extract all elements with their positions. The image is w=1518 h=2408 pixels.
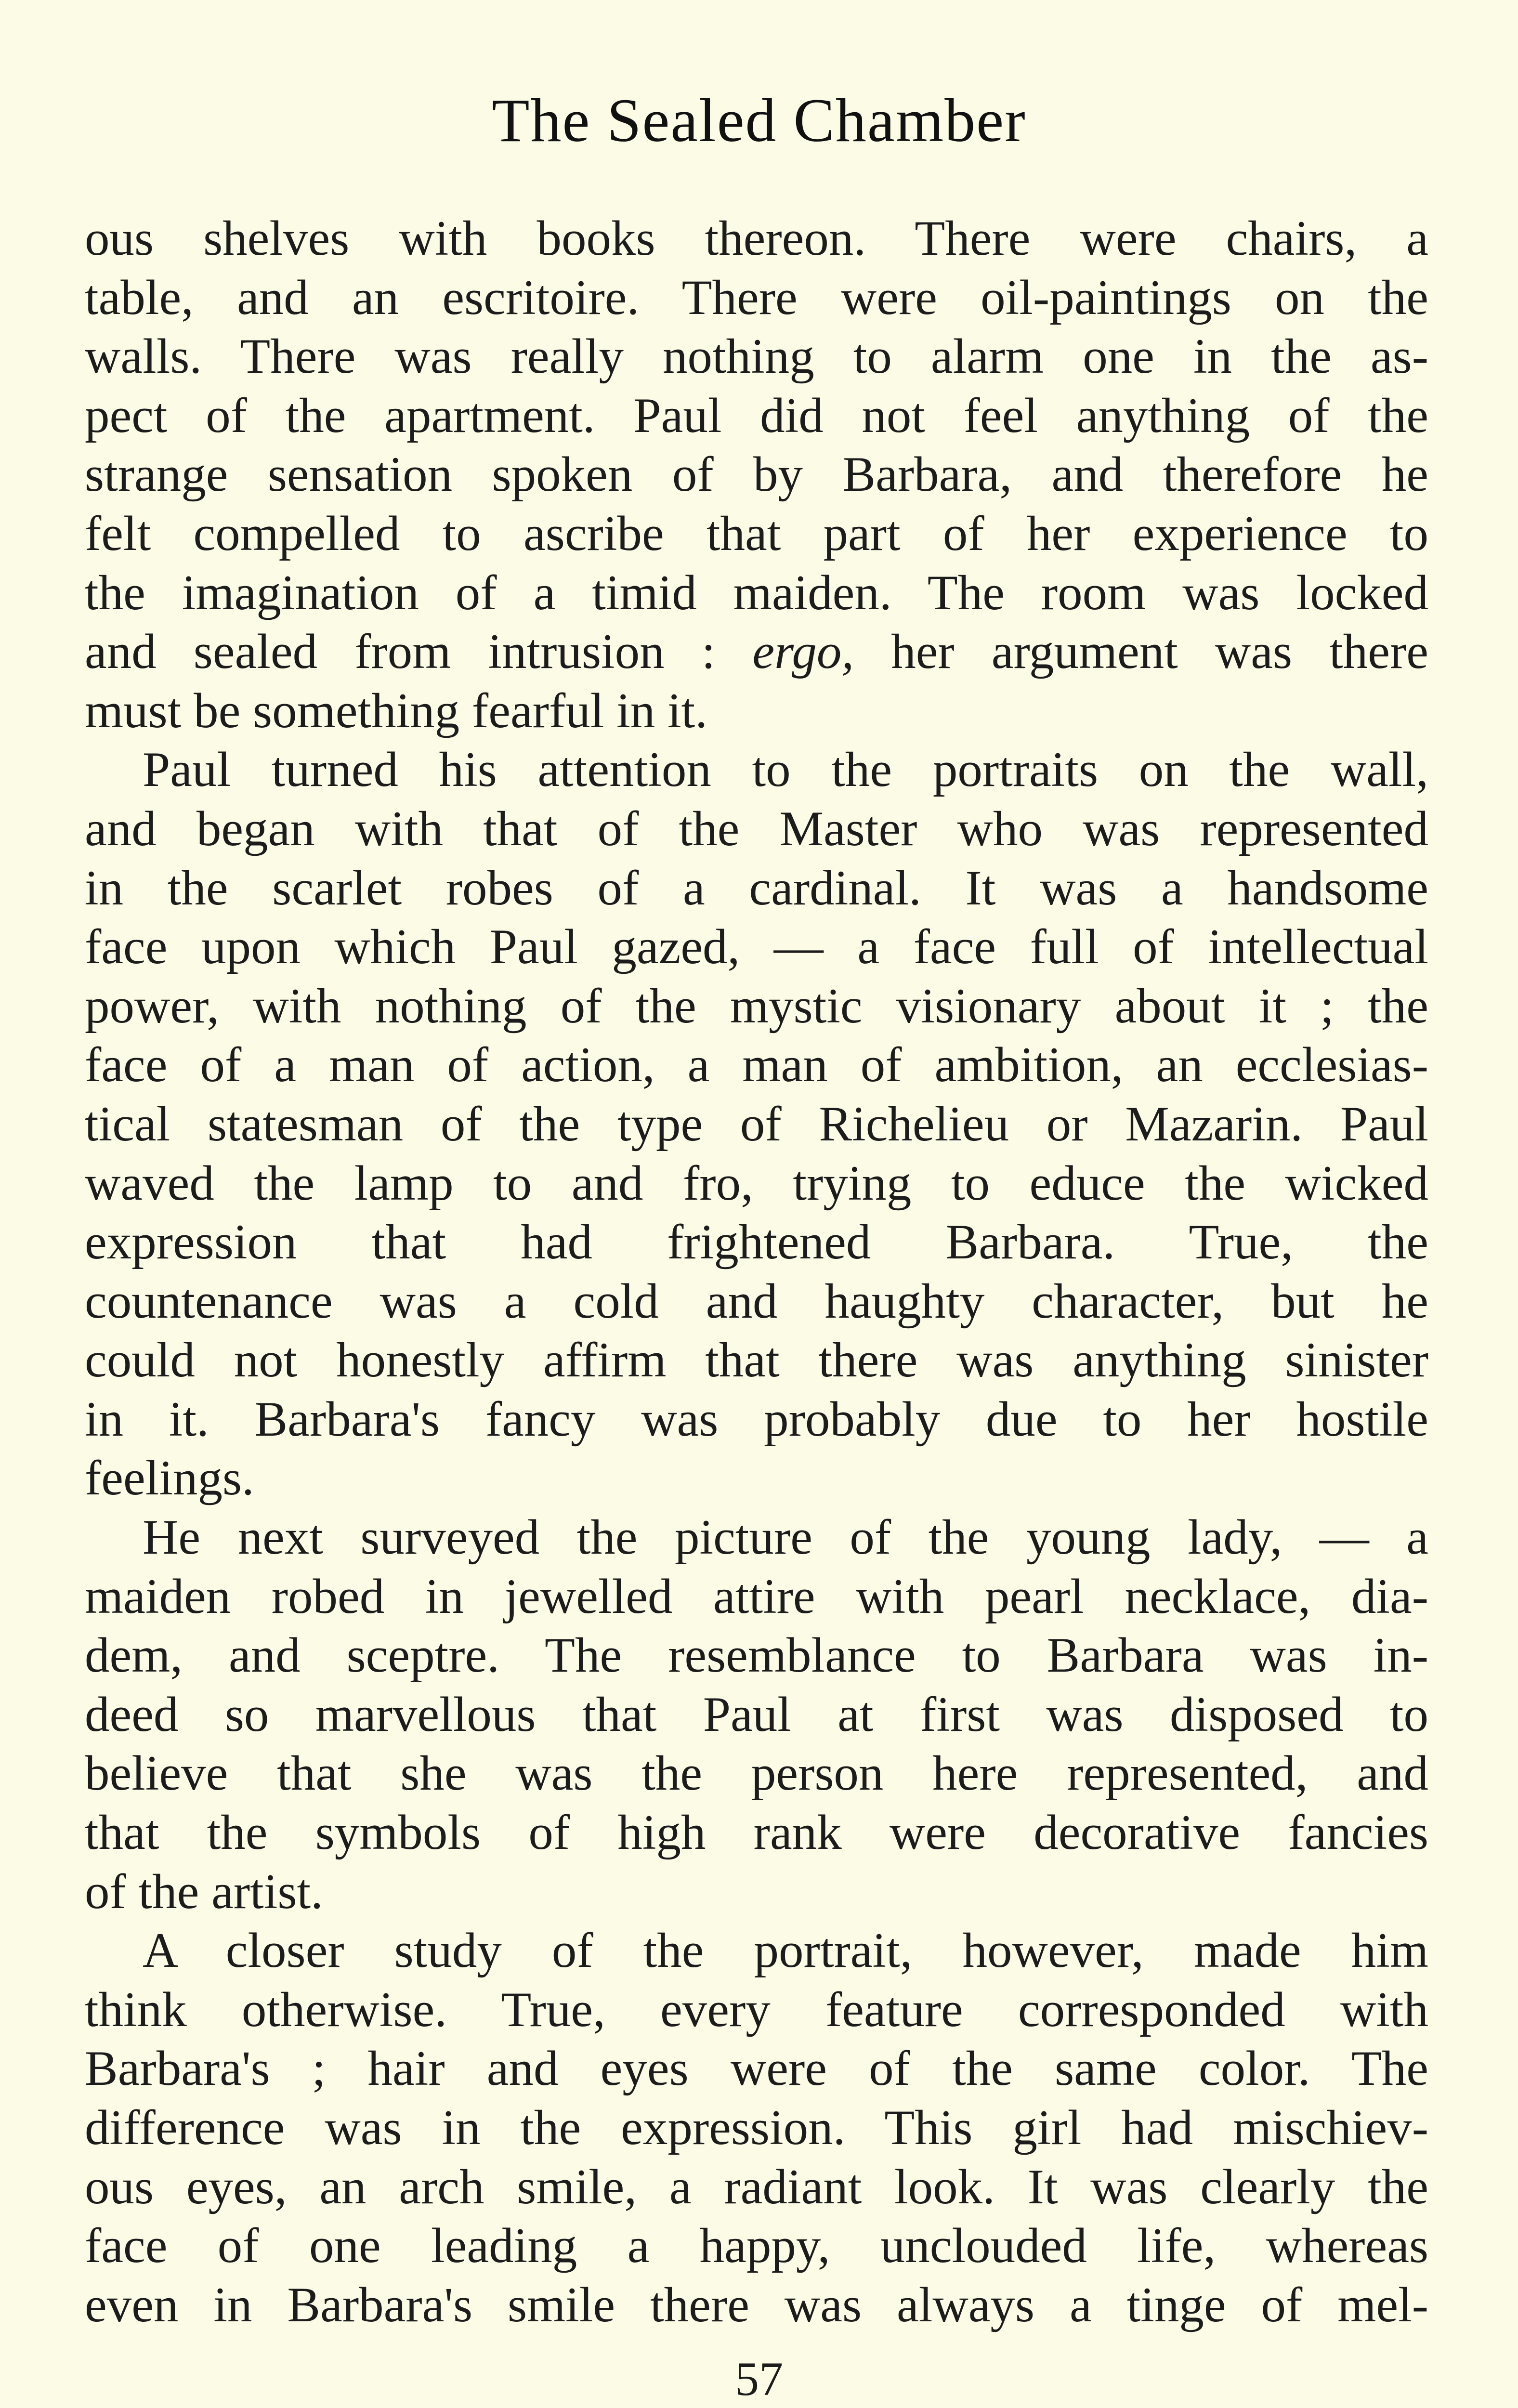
text-line: Barbara's ; hair and eyes were of the same color. The	[85, 2041, 1428, 2096]
text-line: the imagination of a timid maiden. The room was locked	[85, 565, 1428, 620]
text-segment: her argument was there	[854, 624, 1428, 680]
text-line: felt compelled to ascribe that part of her experience to	[85, 506, 1428, 561]
text-line: in it. Barbara's fancy was probably due to her hostile	[85, 1391, 1428, 1447]
text-line: waved the lamp to and fro, trying to educe the wicked	[85, 1155, 1428, 1211]
text-line: feelings.	[85, 1451, 254, 1506]
text-line: and began with that of the Master who was represented	[85, 801, 1428, 856]
text-line: A closer study of the portrait, however, made him	[143, 1923, 1428, 1978]
text-line: face of a man of action, a man of ambition, an ecclesias-	[85, 1037, 1428, 1093]
text-line: maiden robed in jewelled attire with pearl necklace, dia-	[85, 1569, 1428, 1624]
text-line: countenance was a cold and haughty character, but he	[85, 1273, 1428, 1329]
page-number: 57	[735, 2352, 783, 2406]
text-line: pect of the apartment. Paul did not feel anything of the	[85, 388, 1428, 443]
text-line: table, and an escritoire. There were oil-paintings on the	[85, 270, 1428, 325]
text-segment: and sealed from intrusion :	[85, 624, 753, 680]
italic-text: ergo,	[752, 624, 854, 680]
text-line: strange sensation spoken of by Barbara, and therefore he	[85, 447, 1428, 502]
text-line: must be something fearful in it.	[85, 683, 707, 738]
text-line: of the artist.	[85, 1864, 323, 1919]
text-line: that the symbols of high rank were decorative fancies	[85, 1805, 1428, 1860]
body-text	[85, 209, 1428, 2334]
text-line: face upon which Paul gazed, — a face full of intellectual	[85, 919, 1428, 975]
text-line	[85, 622, 1428, 681]
text-line: He next surveyed the picture of the young lady, — a	[143, 1510, 1428, 1565]
running-head: The Sealed Chamber	[492, 86, 1026, 155]
text-line: difference was in the expression. This girl had mischiev-	[85, 2100, 1428, 2155]
text-line: could not honestly affirm that there was anything sinister	[85, 1333, 1428, 1388]
text-line: deed so marvellous that Paul at first was disposed to	[85, 1687, 1428, 1742]
text-line: power, with nothing of the mystic visionary about it ; the	[85, 978, 1428, 1034]
text-line: expression that had frightened Barbara. True, the	[85, 1215, 1428, 1270]
text-line: ous eyes, an arch smile, a radiant look. It was clearly the	[85, 2159, 1428, 2214]
text-line: tical statesman of the type of Richelieu or Mazarin. Paul	[85, 1096, 1428, 1152]
text-line: ous shelves with books thereon. There were chairs, a	[85, 211, 1428, 266]
text-line: believe that she was the person here represented, and	[85, 1746, 1428, 1801]
text-line: face of one leading a happy, unclouded life, whereas	[85, 2218, 1428, 2274]
text-line: even in Barbara's smile there was always a tinge of mel-	[85, 2277, 1428, 2332]
text-line: in the scarlet robes of a cardinal. It was a handsome	[85, 860, 1428, 916]
text-line: walls. There was really nothing to alarm one in the as-	[85, 329, 1428, 384]
text-line: think otherwise. True, every feature corresponded with	[85, 1982, 1428, 2037]
text-line: Paul turned his attention to the portraits on the wall,	[143, 742, 1428, 798]
text-line: dem, and sceptre. The resemblance to Barbara was in-	[85, 1628, 1428, 1683]
